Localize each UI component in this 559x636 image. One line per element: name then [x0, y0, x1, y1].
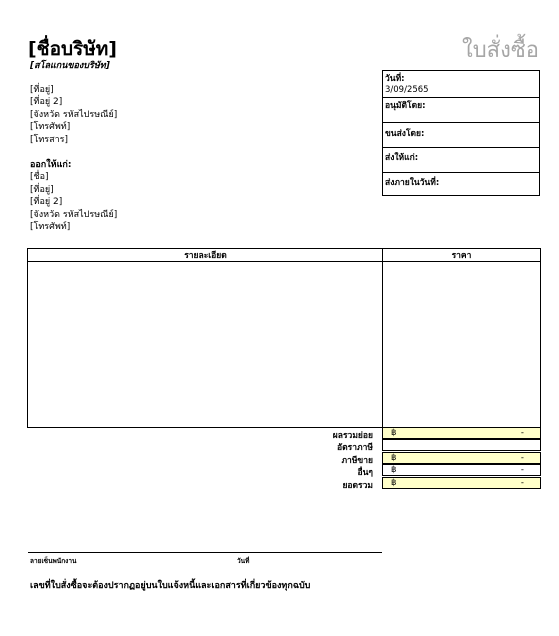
- company-slogan: [สโลแกนของบริษัท]: [30, 61, 110, 71]
- other-field[interactable]: [382, 464, 541, 476]
- approved-by-cell[interactable]: [383, 98, 539, 123]
- shipped-via-label: ขนส่งโดย:: [385, 129, 425, 139]
- address-line: [จังหวัด รหัสไปรษณีย์]: [30, 109, 118, 120]
- order-from-label: ออกให้แก่:: [30, 160, 72, 170]
- sales-tax-field[interactable]: [382, 452, 541, 464]
- order-from-block: [30, 159, 117, 233]
- column-divider: [382, 249, 383, 427]
- tax-rate-field[interactable]: [382, 439, 541, 451]
- address-line: [ที่อยู่ 2]: [30, 97, 63, 108]
- date-cell[interactable]: [383, 71, 539, 98]
- subtotal-field[interactable]: [382, 427, 541, 439]
- order-from-address: [ที่อยู่]: [30, 184, 54, 195]
- total-field[interactable]: [382, 477, 541, 489]
- other-label: อื่นๆ: [357, 468, 373, 478]
- signature-date-label: วันที่: [237, 557, 250, 565]
- total-amount: -: [520, 478, 524, 488]
- items-table: [27, 248, 541, 428]
- subtotal-label: ผลรวมย่อย: [332, 431, 373, 441]
- document-title: ใบสั่งซื้อ: [461, 38, 539, 63]
- sales-tax-amount: -: [520, 453, 524, 463]
- ship-by-label: ส่งภายในวันที่:: [385, 178, 440, 188]
- company-name: [ชื่อบริษัท]: [28, 38, 117, 60]
- ship-by-cell[interactable]: [383, 173, 539, 195]
- ship-to-cell[interactable]: [383, 148, 539, 173]
- address-line: [ที่อยู่]: [30, 85, 54, 95]
- order-from-phone: [โทรศัพท์]: [30, 221, 71, 232]
- subtotal-currency: ฿: [391, 428, 397, 438]
- order-from-name: [ชื่อ]: [30, 172, 49, 183]
- price-header: ราคา: [383, 249, 540, 262]
- order-info-box: [382, 70, 540, 196]
- total-currency: ฿: [391, 478, 397, 488]
- other-currency: ฿: [391, 465, 397, 475]
- approved-by-label: อนุมัติโดย:: [385, 101, 426, 111]
- sales-tax-label: ภาษีขาย: [341, 456, 373, 466]
- total-label: ยอดรวม: [342, 481, 373, 491]
- other-amount: -: [520, 465, 524, 475]
- tax-rate-label: อัตราภาษี: [337, 443, 373, 453]
- ship-to-label: ส่งให้แก่:: [385, 153, 419, 163]
- fax-line: [โทรสาร]: [30, 134, 69, 145]
- phone-line: [โทรศัพท์]: [30, 122, 71, 133]
- signature-line[interactable]: [28, 552, 382, 553]
- subtotal-amount: -: [520, 428, 524, 438]
- sales-tax-currency: ฿: [391, 453, 397, 463]
- signature-label: ลายเซ็นพนักงาน: [30, 557, 77, 565]
- order-from-province: [จังหวัด รหัสไปรษณีย์]: [30, 209, 118, 220]
- date-label: วันที่:: [385, 74, 405, 84]
- date-value: 3/09/2565: [385, 85, 429, 95]
- order-from-address2: [ที่อยู่ 2]: [30, 197, 63, 208]
- footnote: เลขที่ใบสั่งซื้อจะต้องปรากฏอยู่บนใบแจ้งหนี้และเอกสารที่เกี่ยวข้องทุกฉบับ: [30, 581, 311, 591]
- shipped-via-cell[interactable]: [383, 123, 539, 148]
- company-address: [30, 84, 117, 146]
- description-header: รายละเอียด: [28, 249, 383, 262]
